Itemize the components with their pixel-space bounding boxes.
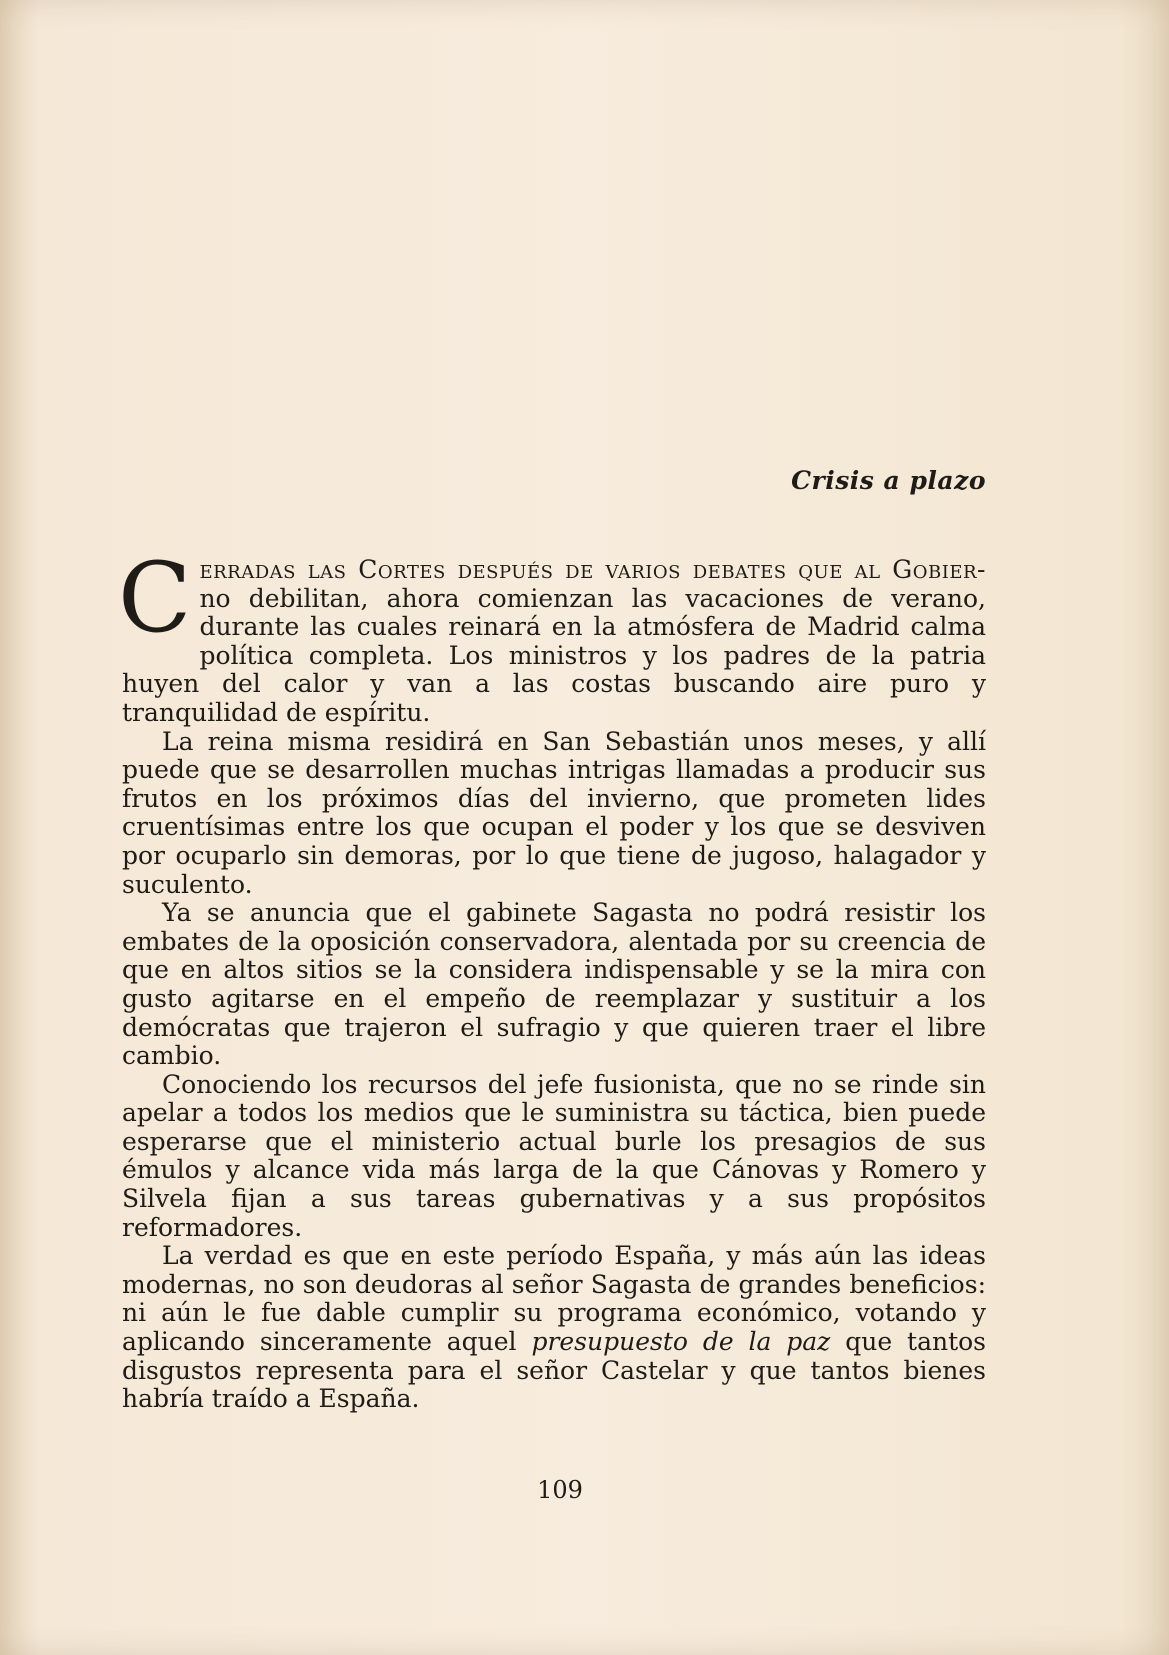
body-text	[118, 542, 987, 1414]
paragraph-4: Conociendo los recursos del jefe fusionista, que no se rinde sin apelar a todos los medios que le suministra su táctica, bien puede esperarse que el ministerio actual burle los presagios de sus émulos y alcance vida más larga de la que Cánovas y Romero y Silvela fijan a sus tareas gubernativas y a sus propósitos reformadores.	[122, 1069, 986, 1242]
paragraph-5-text-after: que tantos disgustos representa para el señor Castelar y que tantos bienes habría traído a España.	[122, 1327, 987, 1414]
drop-cap: C	[118, 542, 192, 654]
running-title: Crisis a plazo	[791, 466, 986, 495]
paragraph-3: Ya se anuncia que el gabinete Sagasta no podrá resistir los embates de la oposición conservadora, alentada por su creencia de que en altos sitios se la considera indispensable y se la mira con gusto agitarse en el empeño de reemplazar y sustituir a los demócratas que trajeron el sufragio y que quieren traer el libre cambio.	[122, 898, 986, 1071]
paragraph-1-text: no debilitan, ahora comienzan las vacaciones de verano, durante las cuales reinará en la atmósfera de Madrid calma política completa. Los ministros y los padres de la patria huyen del calor y van a las costas buscando aire puro y tranquilidad de espíritu.	[122, 583, 986, 727]
italic-phrase: presupuesto de la paz	[531, 1327, 831, 1357]
opening-smallcaps: erradas las Cortes después de varios debates que al Gobier-	[199, 555, 986, 584]
page-number: 109	[537, 1476, 583, 1504]
paragraph-2: La reina misma residirá en San Sebastián unos meses, y allí puede que se desarrollen muchas intrigas llamadas a producir sus frutos en los próximos días del invierno, que prometen lides cruentísimas entre los que ocupan el poder y los que se desviven por ocuparlo sin demoras, por lo que tiene de jugoso, halagador y suculento.	[122, 726, 986, 899]
paragraph-5-text-before: La verdad es que en este período España, y más aún las ideas modernas, no son deudoras al señor Sagasta de grandes beneficios: ni aún le fue dable cumplir su programa económico, votando y aplicando sinceramente aquel	[122, 1241, 986, 1357]
paragraph-1	[118, 542, 986, 728]
paragraph-5	[122, 1242, 986, 1414]
